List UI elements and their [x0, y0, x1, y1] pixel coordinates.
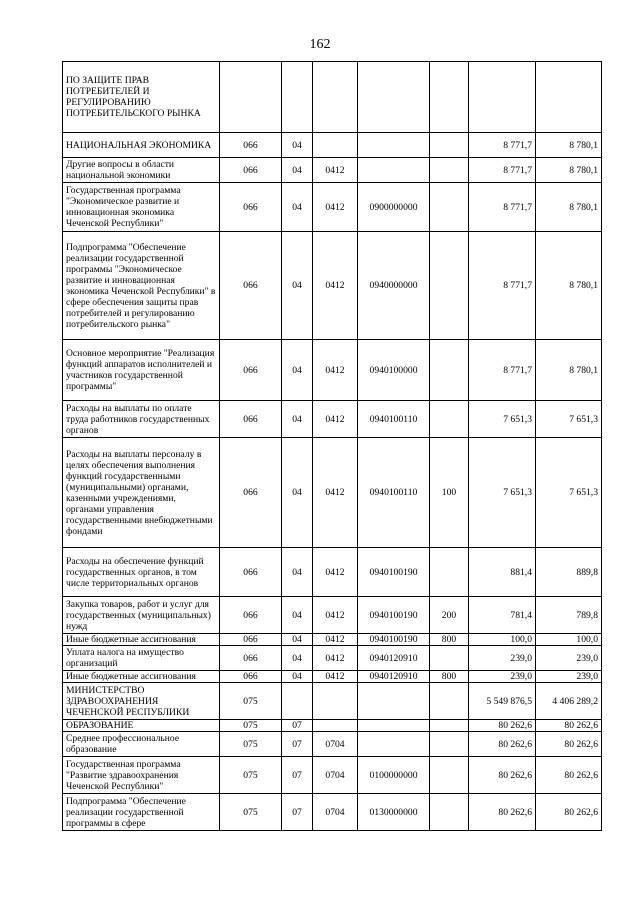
cell-subsection-code: 0412 — [313, 671, 358, 683]
cell-expense-type: 800 — [430, 634, 469, 646]
table-body — [63, 62, 602, 831]
cell-subsection-code: 0412 — [313, 401, 358, 438]
page-number: 162 — [309, 37, 331, 52]
cell-target-article — [358, 133, 430, 158]
cell-target-article: 0940100190 — [358, 634, 430, 646]
cell-sum-year-2: 239,0 — [536, 646, 602, 671]
cell-subsection-code: 0412 — [313, 646, 358, 671]
cell-sum-year-2: 4 406 289,2 — [536, 683, 602, 720]
cell-sum-year-2: 8 780,1 — [536, 340, 602, 401]
cell-ministry-code: 075 — [220, 683, 282, 720]
cell-subsection-code: 0412 — [313, 634, 358, 646]
cell-target-article: 0900000000 — [358, 183, 430, 232]
cell-name: Другие вопросы в области национальной экономики — [63, 158, 220, 183]
cell-sum-year-1: 239,0 — [469, 671, 536, 683]
cell-name: ПО ЗАЩИТЕ ПРАВ ПОТРЕБИТЕЛЕЙ И РЕГУЛИРОВАНИЮ ПОТРЕБИТЕЛЬСКОГО РЫНКА — [63, 62, 220, 133]
cell-ministry-code: 066 — [220, 646, 282, 671]
cell-expense-type — [430, 548, 469, 597]
budget-table — [62, 61, 602, 831]
cell-sum-year-2: 100,0 — [536, 634, 602, 646]
cell-expense-type — [430, 401, 469, 438]
cell-ministry-code: 066 — [220, 548, 282, 597]
cell-expense-type — [430, 62, 469, 133]
cell-name: Расходы на выплаты персоналу в целях обеспечения выполнения функций государственными (муниципальными) органами, казенными учреждениями, органами управления государственными внебюджетными фондами — [63, 438, 220, 548]
cell-subsection-code — [313, 133, 358, 158]
cell-target-article: 0940100190 — [358, 548, 430, 597]
cell-sum-year-1: 8 771,7 — [469, 340, 536, 401]
cell-sum-year-1: 7 651,3 — [469, 401, 536, 438]
cell-subsection-code: 0412 — [313, 548, 358, 597]
table-row — [63, 340, 602, 401]
cell-section-code: 04 — [282, 158, 313, 183]
cell-section-code: 07 — [282, 757, 313, 794]
cell-section-code: 04 — [282, 646, 313, 671]
cell-name: Расходы на выплаты по оплате труда работников государственных органов — [63, 401, 220, 438]
cell-name: Уплата налога на имущество организаций — [63, 646, 220, 671]
cell-ministry-code: 066 — [220, 183, 282, 232]
cell-sum-year-1: 8 771,7 — [469, 158, 536, 183]
cell-target-article — [358, 720, 430, 732]
cell-subsection-code — [313, 720, 358, 732]
cell-expense-type — [430, 133, 469, 158]
cell-expense-type — [430, 732, 469, 757]
cell-sum-year-1: 7 651,3 — [469, 438, 536, 548]
cell-name: Закупка товаров, работ и услуг для государственных (муниципальных) нужд — [63, 597, 220, 634]
cell-ministry-code: 075 — [220, 794, 282, 831]
table-row — [63, 683, 602, 720]
cell-ministry-code: 066 — [220, 634, 282, 646]
cell-ministry-code: 066 — [220, 133, 282, 158]
cell-sum-year-1: 80 262,6 — [469, 794, 536, 831]
cell-target-article: 0940100110 — [358, 438, 430, 548]
cell-subsection-code: 0412 — [313, 597, 358, 634]
cell-section-code: 04 — [282, 438, 313, 548]
cell-expense-type — [430, 683, 469, 720]
cell-subsection-code: 0412 — [313, 183, 358, 232]
cell-sum-year-1: 781,4 — [469, 597, 536, 634]
cell-expense-type: 200 — [430, 597, 469, 634]
cell-ministry-code: 066 — [220, 340, 282, 401]
table-row — [63, 158, 602, 183]
cell-subsection-code: 0412 — [313, 438, 358, 548]
cell-ministry-code: 066 — [220, 671, 282, 683]
cell-sum-year-2 — [536, 62, 602, 133]
table-row — [63, 401, 602, 438]
cell-name: МИНИСТЕРСТВО ЗДРАВООХРАНЕНИЯ ЧЕЧЕНСКОЙ РЕСПУБЛИКИ — [63, 683, 220, 720]
cell-name: Государственная программа "Экономическое развитие и инновационная экономика Чеченской Республики" — [63, 183, 220, 232]
cell-section-code: 04 — [282, 401, 313, 438]
cell-target-article — [358, 683, 430, 720]
cell-ministry-code — [220, 62, 282, 133]
cell-ministry-code: 075 — [220, 732, 282, 757]
cell-target-article: 0940100190 — [358, 597, 430, 634]
cell-ministry-code: 075 — [220, 720, 282, 732]
cell-sum-year-2: 7 651,3 — [536, 401, 602, 438]
cell-sum-year-1: 80 262,6 — [469, 732, 536, 757]
cell-sum-year-1: 881,4 — [469, 548, 536, 597]
cell-name: Государственная программа "Развитие здравоохранения Чеченской Республики" — [63, 757, 220, 794]
cell-target-article: 0940000000 — [358, 232, 430, 340]
cell-expense-type — [430, 794, 469, 831]
cell-subsection-code: 0704 — [313, 757, 358, 794]
cell-target-article: 0130000000 — [358, 794, 430, 831]
table-row — [63, 671, 602, 683]
cell-sum-year-1: 8 771,7 — [469, 133, 536, 158]
table-row — [63, 133, 602, 158]
cell-sum-year-1: 80 262,6 — [469, 757, 536, 794]
cell-subsection-code: 0412 — [313, 232, 358, 340]
cell-sum-year-2: 889,8 — [536, 548, 602, 597]
cell-section-code — [282, 62, 313, 133]
cell-sum-year-2: 80 262,6 — [536, 732, 602, 757]
cell-name: Подпрограмма "Обеспечение реализации государственной программы "Экономическое развитие и инновационная экономика Чеченской Республики" в сфере обеспечения защиты прав потребителей и регулированию потребительского рынка" — [63, 232, 220, 340]
cell-subsection-code — [313, 62, 358, 133]
cell-section-code: 04 — [282, 183, 313, 232]
cell-subsection-code: 0412 — [313, 340, 358, 401]
cell-name: НАЦИОНАЛЬНАЯ ЭКОНОМИКА — [63, 133, 220, 158]
cell-sum-year-1: 8 771,7 — [469, 183, 536, 232]
cell-sum-year-1: 8 771,7 — [469, 232, 536, 340]
cell-expense-type — [430, 720, 469, 732]
cell-section-code: 07 — [282, 720, 313, 732]
cell-sum-year-2: 239,0 — [536, 671, 602, 683]
cell-expense-type — [430, 158, 469, 183]
cell-section-code: 07 — [282, 732, 313, 757]
cell-sum-year-1: 5 549 876,5 — [469, 683, 536, 720]
cell-section-code: 04 — [282, 634, 313, 646]
cell-expense-type — [430, 646, 469, 671]
table-row — [63, 720, 602, 732]
cell-expense-type: 800 — [430, 671, 469, 683]
cell-sum-year-2: 8 780,1 — [536, 158, 602, 183]
table-row — [63, 732, 602, 757]
table-row — [63, 232, 602, 340]
cell-target-article — [358, 62, 430, 133]
cell-sum-year-1: 239,0 — [469, 646, 536, 671]
cell-name: ОБРАЗОВАНИЕ — [63, 720, 220, 732]
cell-ministry-code: 066 — [220, 597, 282, 634]
cell-ministry-code: 066 — [220, 438, 282, 548]
cell-ministry-code: 066 — [220, 158, 282, 183]
cell-expense-type — [430, 232, 469, 340]
table-row — [63, 62, 602, 133]
cell-sum-year-2: 80 262,6 — [536, 794, 602, 831]
cell-target-article: 0940100000 — [358, 340, 430, 401]
cell-name: Подпрограмма "Обеспечение реализации государственной программы в сфере — [63, 794, 220, 831]
cell-section-code: 04 — [282, 133, 313, 158]
cell-expense-type — [430, 757, 469, 794]
table-row — [63, 548, 602, 597]
table-row — [63, 646, 602, 671]
cell-subsection-code: 0704 — [313, 732, 358, 757]
cell-expense-type: 100 — [430, 438, 469, 548]
cell-sum-year-2: 80 262,6 — [536, 720, 602, 732]
cell-expense-type — [430, 183, 469, 232]
cell-name: Расходы на обеспечение функций государственных органов, в том числе территориальных органов — [63, 548, 220, 597]
cell-sum-year-2: 8 780,1 — [536, 183, 602, 232]
cell-section-code — [282, 683, 313, 720]
cell-target-article: 0940100110 — [358, 401, 430, 438]
cell-sum-year-2: 8 780,1 — [536, 232, 602, 340]
cell-section-code: 04 — [282, 340, 313, 401]
cell-expense-type — [430, 340, 469, 401]
cell-subsection-code — [313, 683, 358, 720]
cell-target-article: 0100000000 — [358, 757, 430, 794]
cell-target-article — [358, 732, 430, 757]
cell-section-code: 04 — [282, 232, 313, 340]
cell-sum-year-1: 100,0 — [469, 634, 536, 646]
cell-section-code: 04 — [282, 548, 313, 597]
cell-sum-year-2: 8 780,1 — [536, 133, 602, 158]
cell-section-code: 04 — [282, 671, 313, 683]
table-row — [63, 757, 602, 794]
cell-name: Основное мероприятие "Реализация функций аппаратов исполнителей и участников государственной программы" — [63, 340, 220, 401]
cell-sum-year-2: 789,8 — [536, 597, 602, 634]
cell-subsection-code: 0412 — [313, 158, 358, 183]
cell-ministry-code: 066 — [220, 232, 282, 340]
cell-name: Среднее профессиональное образование — [63, 732, 220, 757]
cell-target-article — [358, 158, 430, 183]
table-row — [63, 794, 602, 831]
cell-name: Иные бюджетные ассигнования — [63, 671, 220, 683]
cell-name: Иные бюджетные ассигнования — [63, 634, 220, 646]
cell-ministry-code: 066 — [220, 401, 282, 438]
cell-target-article: 0940120910 — [358, 671, 430, 683]
table-row — [63, 597, 602, 634]
table-row — [63, 438, 602, 548]
cell-sum-year-1 — [469, 62, 536, 133]
cell-section-code: 04 — [282, 597, 313, 634]
cell-sum-year-1: 80 262,6 — [469, 720, 536, 732]
table-row — [63, 634, 602, 646]
cell-sum-year-2: 80 262,6 — [536, 757, 602, 794]
cell-subsection-code: 0704 — [313, 794, 358, 831]
cell-target-article: 0940120910 — [358, 646, 430, 671]
cell-sum-year-2: 7 651,3 — [536, 438, 602, 548]
table-row — [63, 183, 602, 232]
cell-ministry-code: 075 — [220, 757, 282, 794]
cell-section-code: 07 — [282, 794, 313, 831]
